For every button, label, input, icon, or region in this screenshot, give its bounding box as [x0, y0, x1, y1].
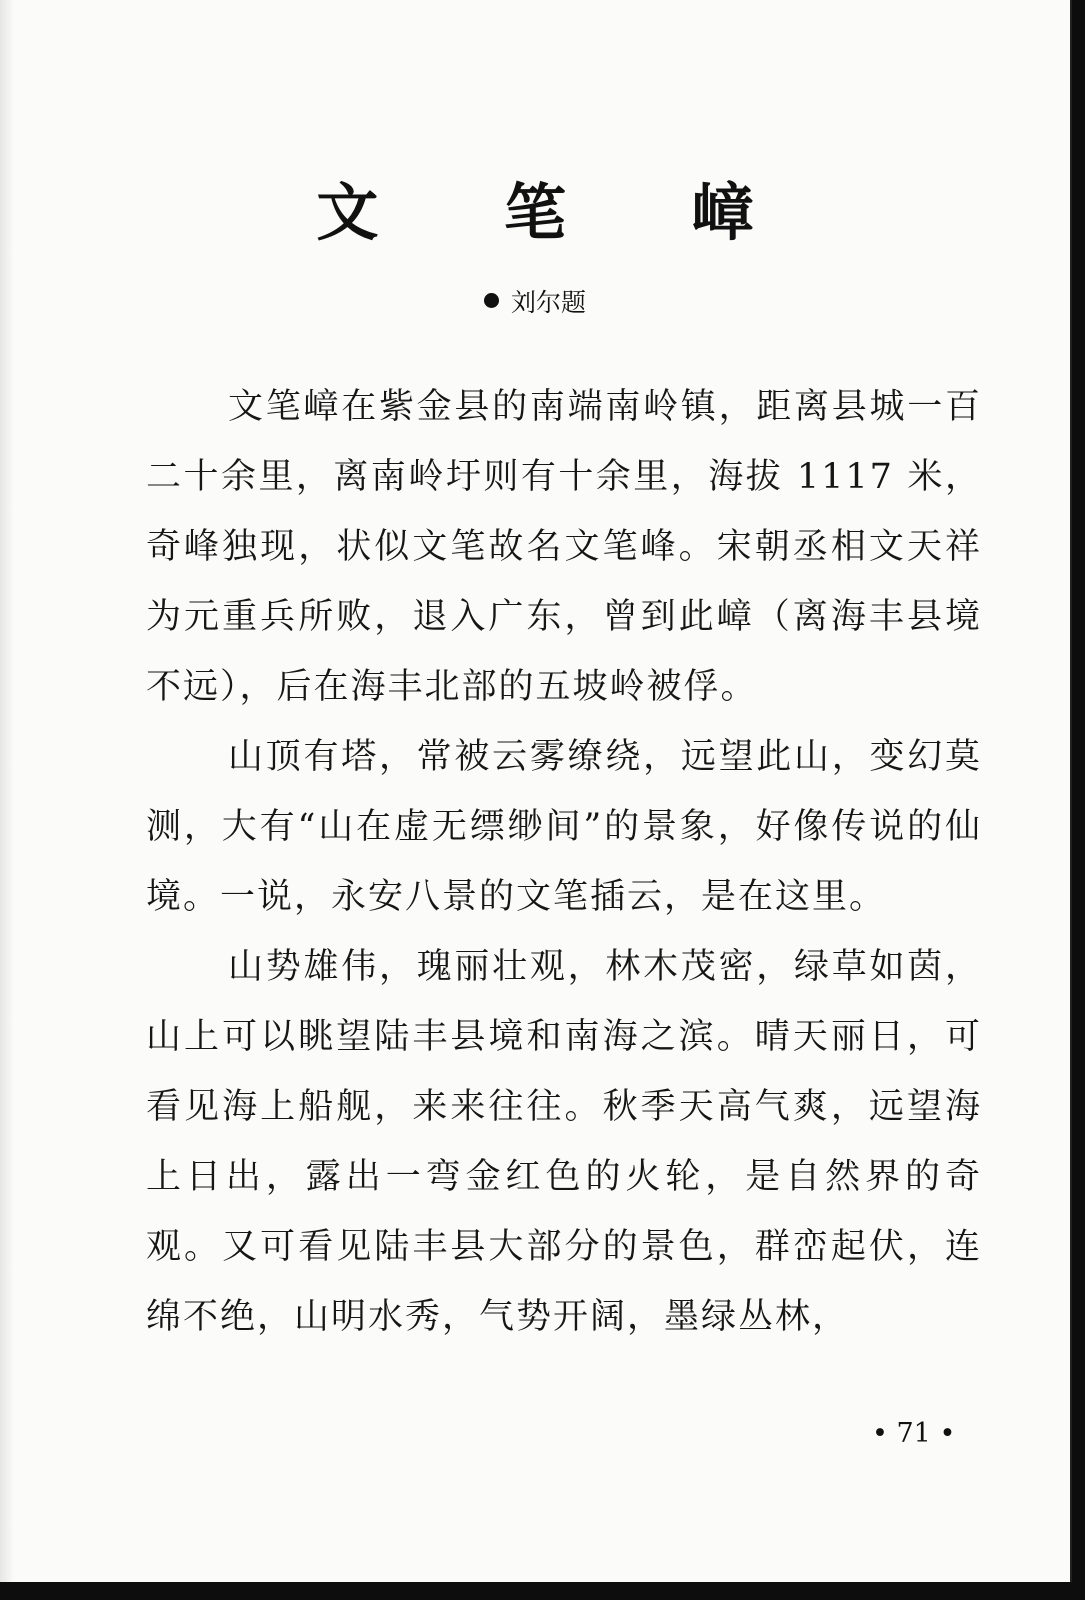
author-byline	[0, 290, 1070, 315]
article-title: 文 笔 嶂	[316, 176, 806, 249]
author-name: 刘尔题	[510, 288, 586, 317]
article-body	[146, 372, 982, 1352]
paragraph-2: 山顶有塔，常被云雾缭绕，远望此山，变幻莫测，大有“山在虚无缥缈间”的景象，好像传说的仙境。一说，永安八景的文笔插云，是在这里。	[146, 737, 982, 917]
bullet-dot-icon	[484, 293, 499, 308]
paragraph-3: 山势雄伟，瑰丽壮观，林木茂密，绿草如茵，山上可以眺望陆丰县境和南海之滨。晴天丽日，可看见海上船舰，来来往往。秋季天高气爽，远望海上日出，露出一弯金红色的火轮，是自然界的奇观。又可看见陆丰县大部分的景色，群峦起伏，连绵不绝，山明水秀，气势开阔，墨绿丛林，	[146, 947, 982, 1337]
paragraph-1: 文笔嶂在紫金县的南端南岭镇，距离县城一百二十余里，离南岭圩则有十余里，海拔 1117 米，奇峰独现，状似文笔故名文笔峰。宋朝丞相文天祥为元重兵所败，退入广东，曾到此嶂（离海丰县境不远），后在海丰北部的五坡岭被俘。	[146, 387, 982, 707]
page-number: • 71 •	[872, 1418, 956, 1449]
